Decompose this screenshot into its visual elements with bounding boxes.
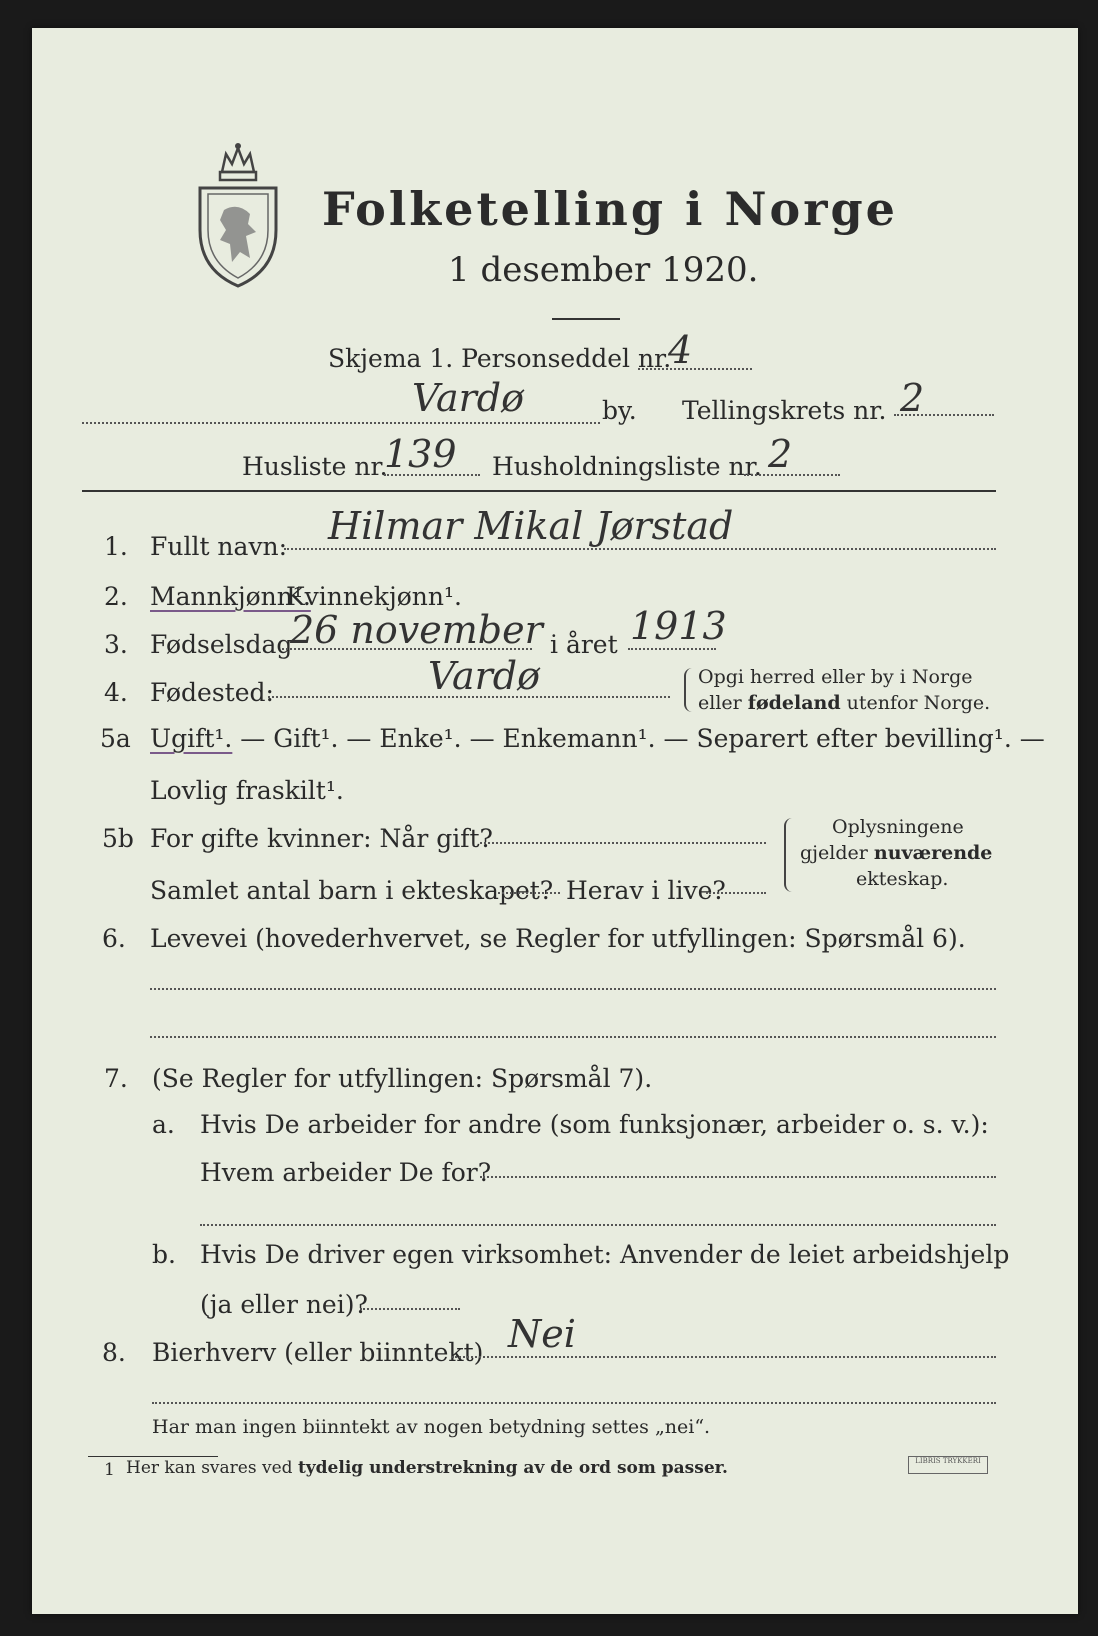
schema-nr-field[interactable]: 4	[668, 328, 693, 372]
q1-label: Fullt navn:	[150, 532, 288, 561]
children-alive-line[interactable]	[706, 892, 766, 894]
full-name-field[interactable]: Hilmar Mikal Jørstad	[328, 504, 734, 548]
q5b-married-label: For gifte kvinner: Når gift?	[150, 824, 493, 853]
q8-label: Bierhverv (eller biinntekt)	[152, 1338, 484, 1367]
q5b-note-line2: gjelder nuværende	[800, 842, 993, 864]
birth-year-line	[628, 648, 716, 650]
hired-help-line[interactable]	[360, 1308, 460, 1310]
q7b-number: b.	[152, 1240, 176, 1269]
header-rule	[82, 490, 996, 492]
q3-label: Fødselsdag	[150, 630, 293, 659]
side-income-field[interactable]: Nei	[508, 1312, 576, 1356]
husholdning-label: Husholdningsliste nr.	[492, 452, 762, 481]
children-alive-label: Herav i live?	[566, 876, 726, 905]
tellingskrets-label: Tellingskrets nr.	[682, 396, 887, 425]
q7-label: (Se Regler for utfyllingen: Spørsmål 7).	[152, 1064, 653, 1093]
coat-of-arms-icon	[192, 140, 284, 290]
married-date-line[interactable]	[480, 842, 766, 844]
birthplace-note-line1: Opgi herred eller by i Norge	[698, 666, 973, 688]
children-count-label: Samlet antal barn i ekteskapet?	[150, 876, 554, 905]
q1-number: 1.	[104, 532, 128, 561]
hired-help-label: (ja eller nei)?	[200, 1290, 368, 1319]
q7-number: 7.	[104, 1064, 128, 1093]
tellingskrets-field[interactable]: 2	[900, 376, 925, 420]
side-income-note: Har man ingen biinntekt av nogen betydning settes „nei“.	[152, 1416, 711, 1438]
q1-line	[284, 548, 996, 550]
q4-label: Fødested:	[150, 678, 274, 707]
birthday-field[interactable]: 26 november	[290, 608, 543, 652]
kvinnekjonn-option[interactable]: Kvinnekjønn¹.	[286, 582, 462, 611]
q7a-number: a.	[152, 1110, 175, 1139]
children-count-line[interactable]	[498, 892, 560, 894]
by-field[interactable]: Vardø	[412, 376, 524, 420]
employer-line[interactable]	[480, 1176, 996, 1178]
q3-year-label: i året	[550, 630, 618, 659]
husliste-field[interactable]: 139	[384, 432, 457, 476]
title-divider	[552, 318, 620, 320]
by-label: by.	[602, 396, 637, 425]
q5b-number: 5b	[102, 824, 134, 853]
q7a-question: Hvis De arbeider for andre (som funksjonær, arbeider o. s. v.):	[200, 1110, 989, 1139]
birthplace-field[interactable]: Vardø	[428, 654, 540, 698]
census-date: 1 desember 1920.	[448, 250, 759, 290]
footnote-rule	[88, 1456, 218, 1457]
q5b-note-line3: ekteskap.	[856, 868, 949, 890]
ugift-option[interactable]: Ugift¹.	[150, 724, 233, 753]
marital-status-options: Ugift¹. — Gift¹. — Enke¹. — Enkemann¹. — Separert efter bevilling¹. —	[150, 724, 1045, 753]
q8-number: 8.	[102, 1338, 126, 1367]
employer-line-2[interactable]	[200, 1224, 996, 1226]
q4-number: 4.	[104, 678, 128, 707]
fraskilt-option[interactable]: Lovlig fraskilt¹.	[150, 776, 344, 805]
birthplace-note-line2: eller fødeland utenfor Norge.	[698, 692, 991, 714]
side-income-line	[452, 1356, 996, 1358]
q6-number: 6.	[102, 924, 126, 953]
q5b-note-line1: Oplysningene	[832, 816, 964, 838]
employer-label: Hvem arbeider De for?	[200, 1158, 492, 1187]
footnote-text: Her kan svares ved tydelig understrekning av de ord som passer.	[126, 1458, 728, 1478]
q3-number: 3.	[104, 630, 128, 659]
footnote-number: 1	[104, 1460, 115, 1480]
mannkjonn-option[interactable]: Mannkjønn¹.	[150, 582, 311, 611]
schema-label: Skjema 1. Personseddel nr.	[328, 344, 672, 373]
q7b-question: Hvis De driver egen virksomhet: Anvender de leiet arbeidshjelp	[200, 1240, 1010, 1269]
q6-label: Levevei (hovederhvervet, se Regler for utfyllingen: Spørsmål 6).	[150, 924, 966, 953]
schema-nr-line	[638, 368, 752, 370]
by-line	[82, 422, 600, 424]
q2-number: 2.	[104, 582, 128, 611]
side-income-line-2[interactable]	[152, 1402, 996, 1404]
birthplace-note-bracket	[684, 668, 694, 712]
census-form	[32, 28, 1078, 1614]
occupation-line-2[interactable]	[150, 1036, 996, 1038]
birth-year-field[interactable]: 1913	[630, 604, 727, 648]
form-title: Folketelling i Norge	[322, 182, 898, 236]
q5b-note-bracket	[784, 818, 794, 892]
q5a-number: 5a	[100, 724, 131, 753]
husliste-label: Husliste nr.	[242, 452, 388, 481]
occupation-line-1[interactable]	[150, 988, 996, 990]
printer-stamp: LIBRIS TRYKKERI	[908, 1456, 988, 1474]
husholdning-field[interactable]: 2	[768, 432, 793, 476]
